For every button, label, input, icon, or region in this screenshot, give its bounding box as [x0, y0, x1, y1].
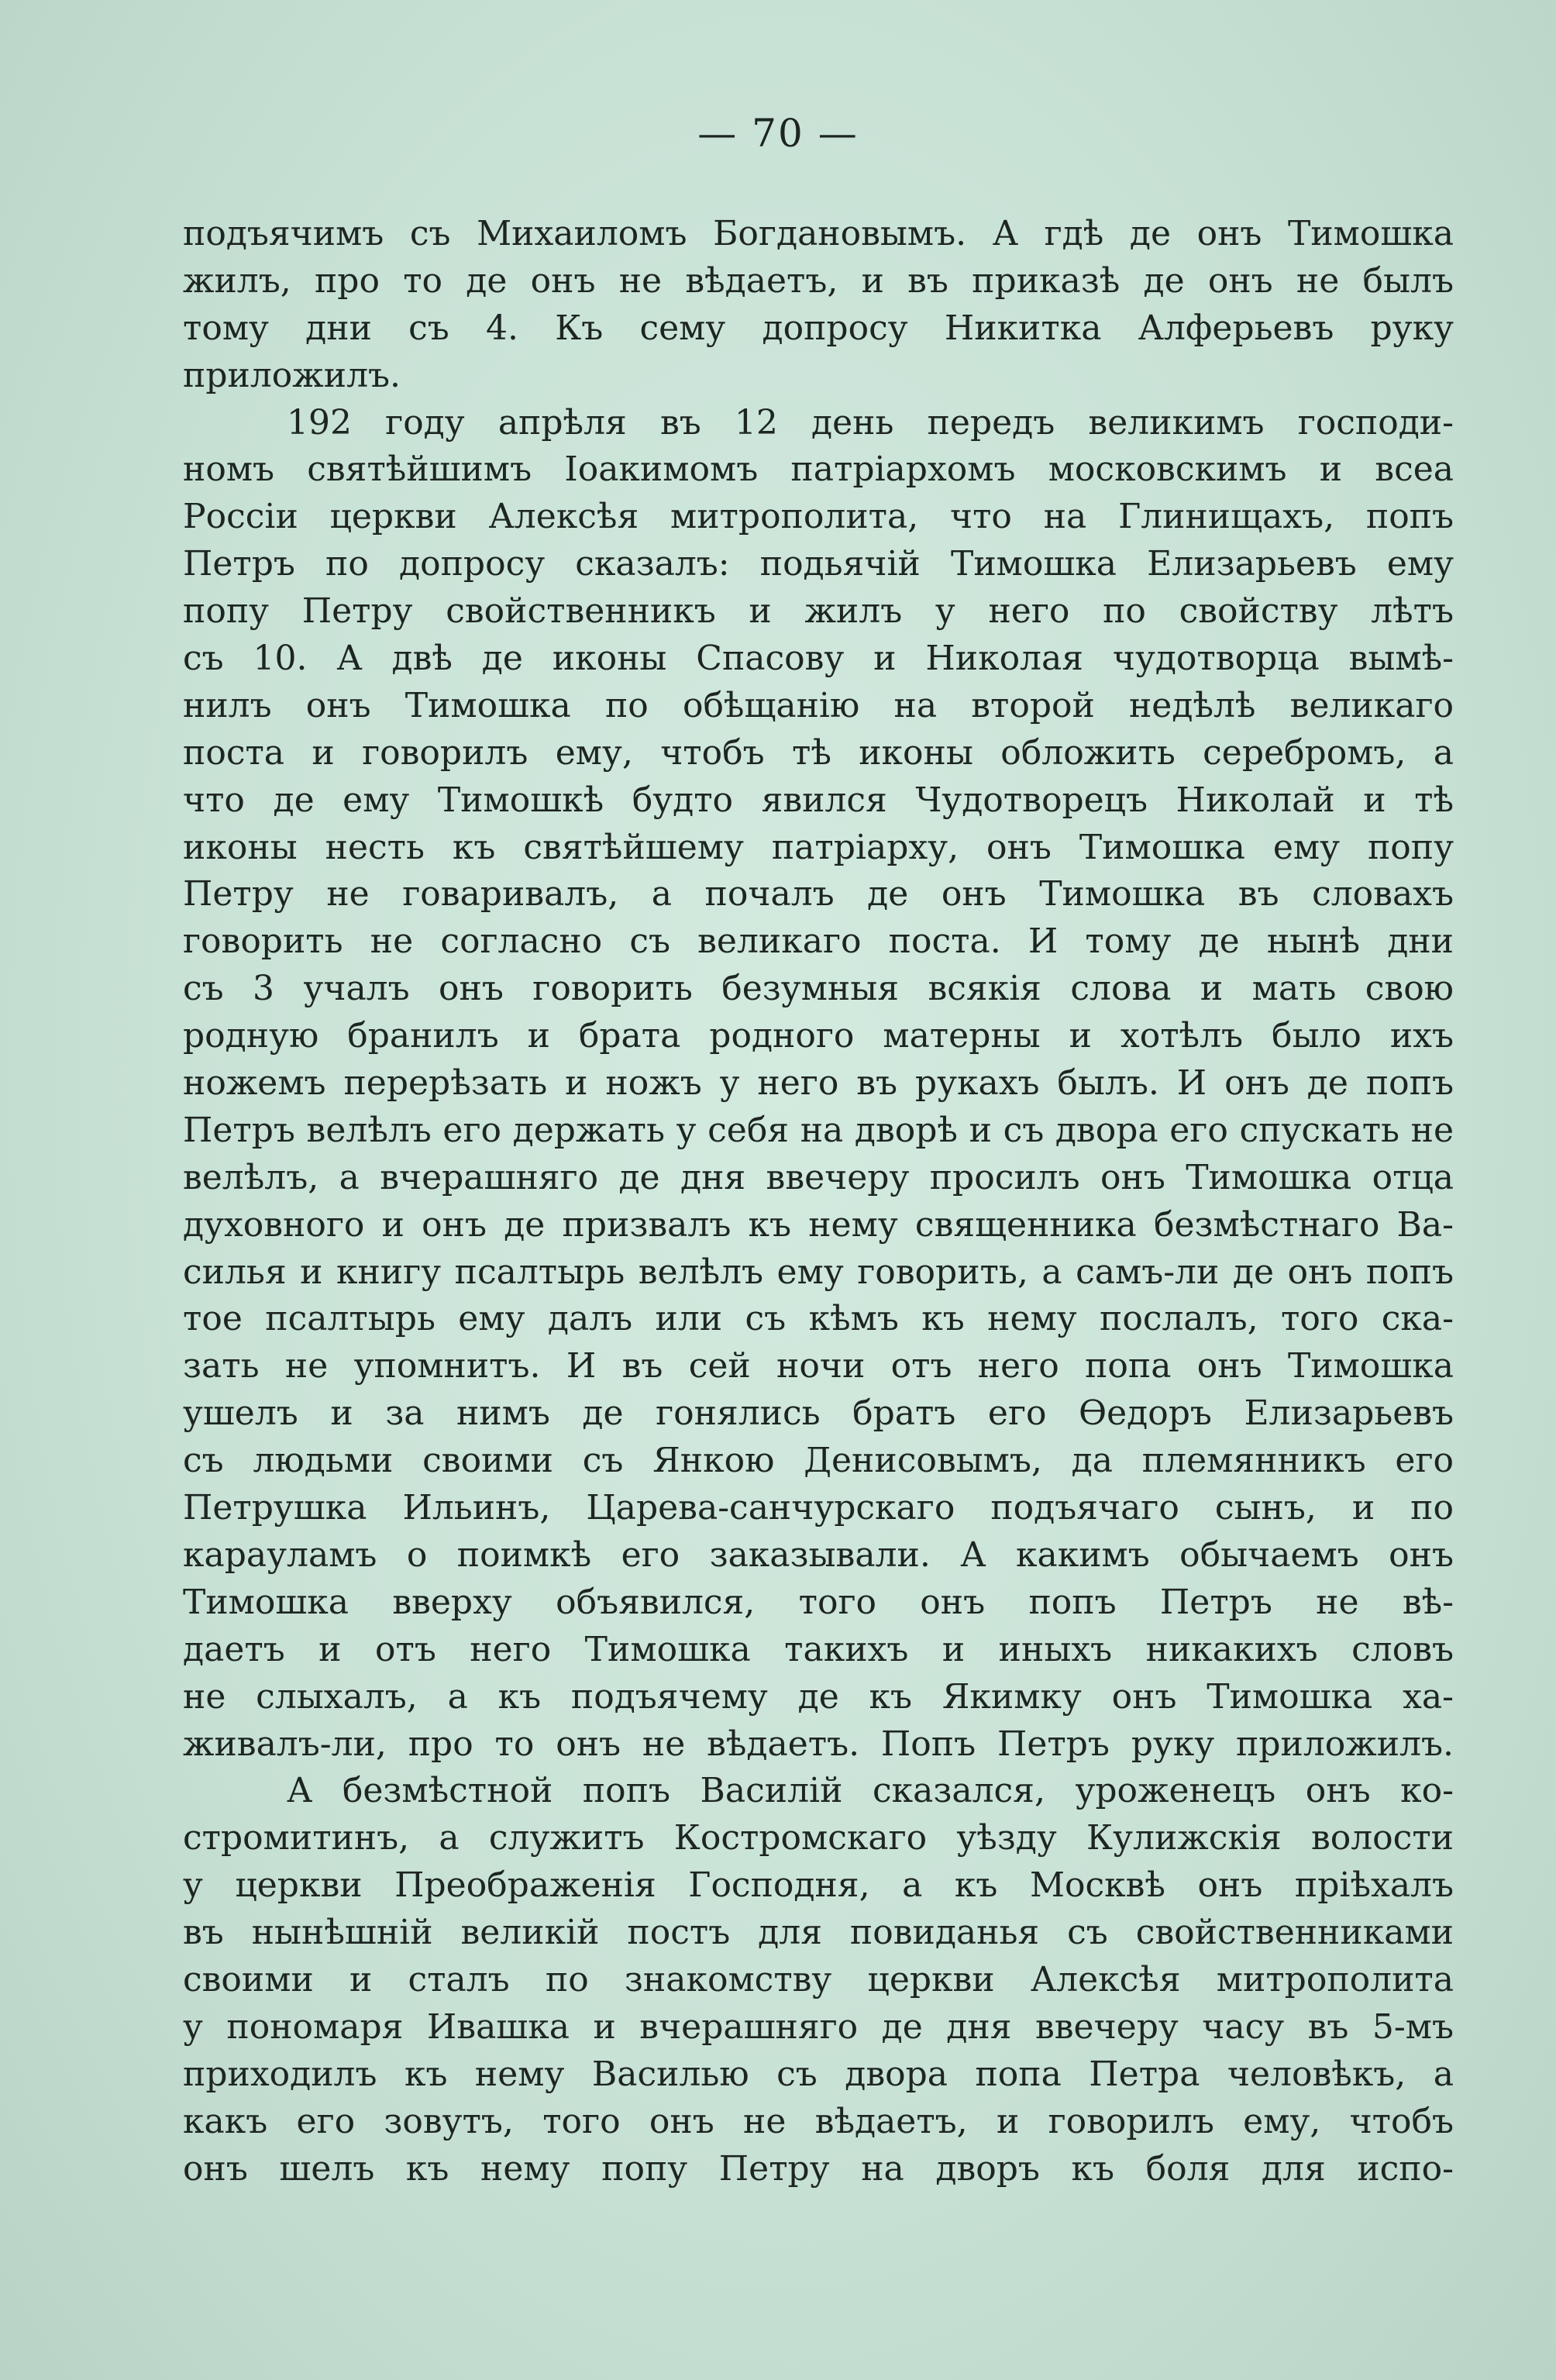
text-line: А безмѣстной попъ Василій сказался, уроженецъ онъ ко- — [287, 1771, 1454, 1811]
text-line: съ людьми своими съ Янкою Денисовымъ, да племянникъ его — [183, 1441, 1454, 1481]
text-line: Петру не говаривалъ, а почалъ де онъ Тимошка въ словахъ — [183, 874, 1454, 914]
text-line: ушелъ и за нимъ де гонялись братъ его Ѳедоръ Елизарьевъ — [183, 1393, 1454, 1434]
text-line: зать не упомнитъ. И въ сей ночи отъ него попа онъ Тимошка — [183, 1346, 1454, 1386]
text-line: говорить не согласно съ великаго поста. И тому де нынѣ дни — [183, 921, 1454, 962]
text-line: родную бранилъ и брата родного матерны и хотѣлъ было ихъ — [183, 1016, 1454, 1056]
text-line: живалъ-ли, про то онъ не вѣдаетъ. Попъ Петръ руку приложилъ. — [183, 1724, 1454, 1764]
text-line: въ нынѣшній великій постъ для повиданья съ свойственниками — [183, 1913, 1454, 1953]
text-line: силья и книгу псалтырь велѣлъ ему говорить, а самъ-ли де онъ попъ — [183, 1252, 1454, 1292]
body-text — [183, 211, 1454, 2192]
text-line: приложилъ. — [183, 355, 401, 395]
text-line: попу Петру свойственникъ и жилъ у него по свойству лѣтъ — [183, 591, 1454, 632]
text-line: съ 3 учалъ онъ говорить безумныя всякія слова и мать свою — [183, 969, 1454, 1009]
text-line: поста и говорилъ ему, чтобъ тѣ иконы обложить серебромъ, а — [183, 732, 1454, 773]
text-line: номъ святѣйшимъ Іоакимомъ патріархомъ московскимъ и всеа — [183, 449, 1454, 490]
text-line: велѣлъ, а вчерашняго де дня ввечеру просилъ онъ Тимошка отца — [183, 1157, 1454, 1197]
text-line: Петръ по допросу сказалъ: подьячій Тимошка Елизарьевъ ему — [183, 544, 1454, 584]
text-line: даетъ и отъ него Тимошка такихъ и иныхъ никакихъ словъ — [183, 1629, 1454, 1669]
text-line: Петрушка Ильинъ, Царева-санчурскаго подъячаго сынъ, и по — [183, 1488, 1454, 1528]
text-line: онъ шелъ къ нему попу Петру на дворъ къ боля для испо- — [183, 2148, 1454, 2189]
paragraph-2 — [183, 400, 1454, 1769]
text-line: что де ему Тимошкѣ будто явился Чудотворецъ Николай и тѣ — [183, 780, 1454, 820]
text-line: иконы несть къ святѣйшему патріарху, онъ Тимошка ему попу — [183, 827, 1454, 867]
text-line: своими и сталъ по знакомству церкви Алексѣя митрополита — [183, 1959, 1454, 1999]
text-line: ножемъ перерѣзать и ножъ у него въ рукахъ былъ. И онъ де попъ — [183, 1063, 1454, 1104]
text-line: приходилъ къ нему Василью съ двора попа Петра человѣкъ, а — [183, 2054, 1454, 2094]
text-line: не слыхалъ, а къ подъячему де къ Якимку онъ Тимошка ха- — [183, 1676, 1454, 1717]
text-line: 192 году апрѣля въ 12 день передъ великимъ господи- — [287, 402, 1454, 443]
text-line: Россіи церкви Алексѣя митрополита, что на Глинищахъ, попъ — [183, 497, 1454, 537]
text-line: жилъ, про то де онъ не вѣдаетъ, и въ приказѣ де онъ не былъ — [183, 260, 1454, 301]
page-number: — 70 — — [697, 111, 859, 156]
text-line: Тимошка вверху объявился, того онъ попъ Петръ не вѣ- — [183, 1582, 1454, 1622]
text-line: у церкви Преображенія Господня, а къ Москвѣ онъ пріѣхалъ — [183, 1865, 1454, 1906]
text-line: у пономаря Ивашка и вчерашняго де дня ввечеру часу въ 5-мъ — [183, 2006, 1454, 2047]
text-line: духовного и онъ де призвалъ къ нему священника безмѣстнаго Ва- — [183, 1204, 1454, 1245]
text-line: подъячимъ съ Михаиломъ Богдановымъ. А гдѣ де онъ Тимошка — [183, 214, 1454, 253]
text-line: тое псалтырь ему далъ или съ кѣмъ къ нему послалъ, того ска- — [183, 1299, 1454, 1339]
text-line: стромитинъ, а служитъ Костромскаго уѣзду Кулижскія волости — [183, 1818, 1454, 1858]
text-line: съ 10. А двѣ де иконы Спасову и Николая чудотворца вымѣ- — [183, 639, 1454, 679]
text-line: нилъ онъ Тимошка по обѣщанію на второй недѣлѣ великаго — [183, 685, 1454, 725]
text-line: карауламъ о поимкѣ его заказывали. А какимъ обычаемъ онъ — [183, 1534, 1454, 1575]
paragraph-3 — [183, 1768, 1454, 2192]
text-line: Петръ велѣлъ его держать у себя на дворѣ и съ двора его спускать не — [183, 1110, 1454, 1150]
paragraph-1 — [183, 211, 1454, 400]
text-line: тому дни съ 4. Къ сему допросу Никитка Алферьевъ руку — [183, 308, 1454, 348]
text-line: какъ его зовутъ, того онъ не вѣдаетъ, и говорилъ ему, чтобъ — [183, 2101, 1454, 2141]
